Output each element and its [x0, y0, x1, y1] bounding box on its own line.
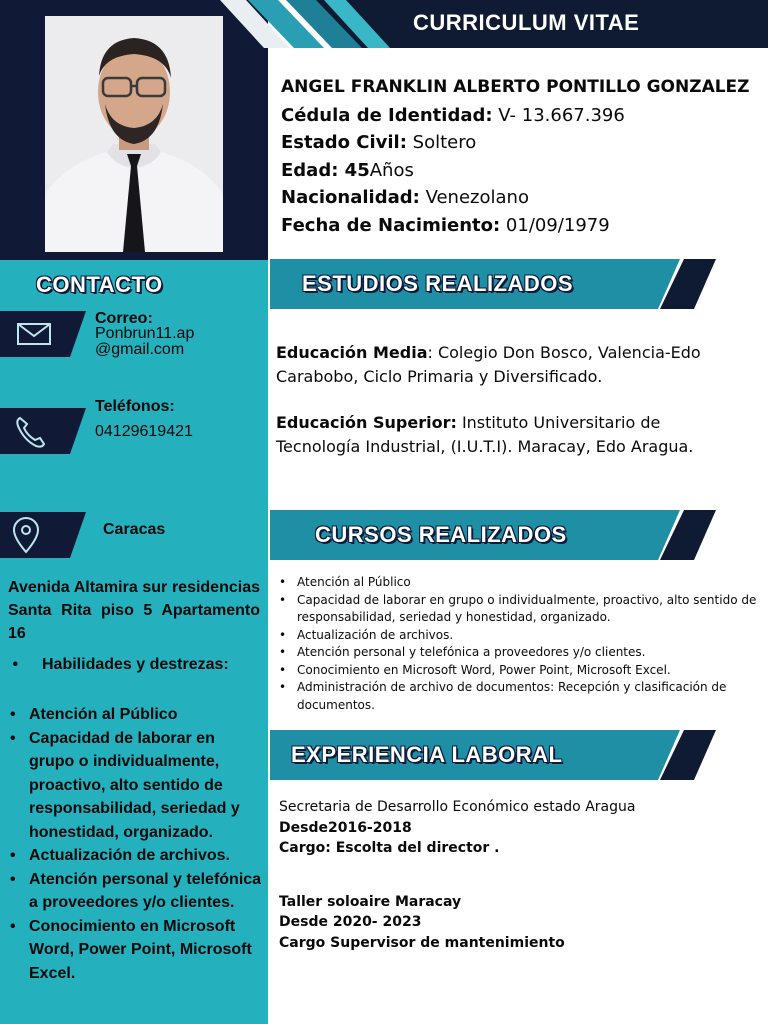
email-value-1: Ponbrun11.ap [95, 325, 195, 342]
location-pin-icon [0, 512, 86, 558]
skills-list [8, 703, 264, 985]
job1-role: Cargo: Escolta del director . [279, 840, 500, 856]
list-item: • Administración de archivo de documentos: Recepción y clasificación de documentos. [279, 679, 759, 714]
contact-title: CONTACTO [36, 272, 163, 297]
skills-title: • Habilidades y destrezas: [8, 656, 229, 673]
list-item: • Atención personal y telefónica a proveedores y/o clientes. [8, 868, 264, 915]
list-item: • Conocimiento en Microsoft Word, Power Point, Microsoft Excel. [8, 915, 264, 986]
list-item: • Atención personal y telefónica a proveedores y/o clientes. [279, 644, 759, 662]
studies-title: ESTUDIOS REALIZADOS [302, 271, 574, 296]
civil-row: Estado Civil: Soltero [281, 132, 477, 153]
list-item: • Conocimiento en Microsoft Word, Power Point, Microsoft Excel. [279, 662, 759, 680]
phone-icon [0, 408, 86, 454]
profile-photo [45, 16, 223, 252]
list-item: • Capacidad de laborar en grupo o individualmente, proactivo, alto sentido de responsabilidad, seriedad y honestidad, organizado. [8, 727, 264, 845]
phone-value: 04129619421 [95, 423, 193, 440]
studies-content [276, 341, 746, 481]
full-name: ANGEL FRANKLIN ALBERTO PONTILLO GONZALEZ [281, 77, 750, 97]
address: Avenida Altamira sur residencias Santa Rita piso 5 Apartamento 16 [8, 579, 260, 642]
age-row: Edad: 45Años [281, 159, 414, 181]
phone-label: Teléfonos: [95, 398, 175, 415]
courses-title: CURSOS REALIZADOS [315, 522, 567, 547]
job2-role: Cargo Supervisor de mantenimiento [279, 934, 565, 951]
list-item: • Capacidad de laborar en grupo o individualmente, proactivo, alto sentido de responsabilidad, seriedad y honestidad, organizado. [279, 592, 759, 627]
list-item: • Atención al Público [279, 574, 759, 592]
city: Caracas [103, 521, 166, 538]
courses-list [279, 574, 759, 714]
id-row: Cédula de Identidad: V- 13.667.396 [281, 104, 625, 126]
email-value-2: @gmail.com [95, 341, 185, 358]
job2-company: Taller soloaire Maracay [279, 893, 462, 910]
education-superior: Educación Superior: Instituto Universitario de Tecnología Industrial, (I.U.T.I). Maracay, Edo Aragua. [276, 413, 694, 456]
list-item: • Actualización de archivos. [8, 844, 264, 868]
cv-title: CURRICULUM VITAE [413, 10, 640, 35]
experience-content [279, 797, 749, 953]
nationality-row: Nacionalidad: Venezolano [281, 187, 529, 208]
email-label: Correo: [95, 310, 153, 327]
education-media: Educación Media: Colegio Don Bosco, Valencia-Edo Carabobo, Ciclo Primaria y Diversificado. [276, 343, 701, 386]
birth-row: Fecha de Nacimiento: 01/09/1979 [281, 214, 610, 236]
personal-info [281, 74, 750, 239]
job2-dates: Desde 2020- 2023 [279, 914, 422, 930]
list-item: • Atención al Público [8, 703, 264, 727]
job1-company: Secretaria de Desarrollo Económico estado Aragua [279, 799, 636, 815]
experience-title: EXPERIENCIA LABORAL [291, 742, 563, 767]
envelope-icon [0, 311, 86, 357]
job1-dates: Desde2016-2018 [279, 819, 412, 836]
list-item: • Actualización de archivos. [279, 627, 759, 645]
